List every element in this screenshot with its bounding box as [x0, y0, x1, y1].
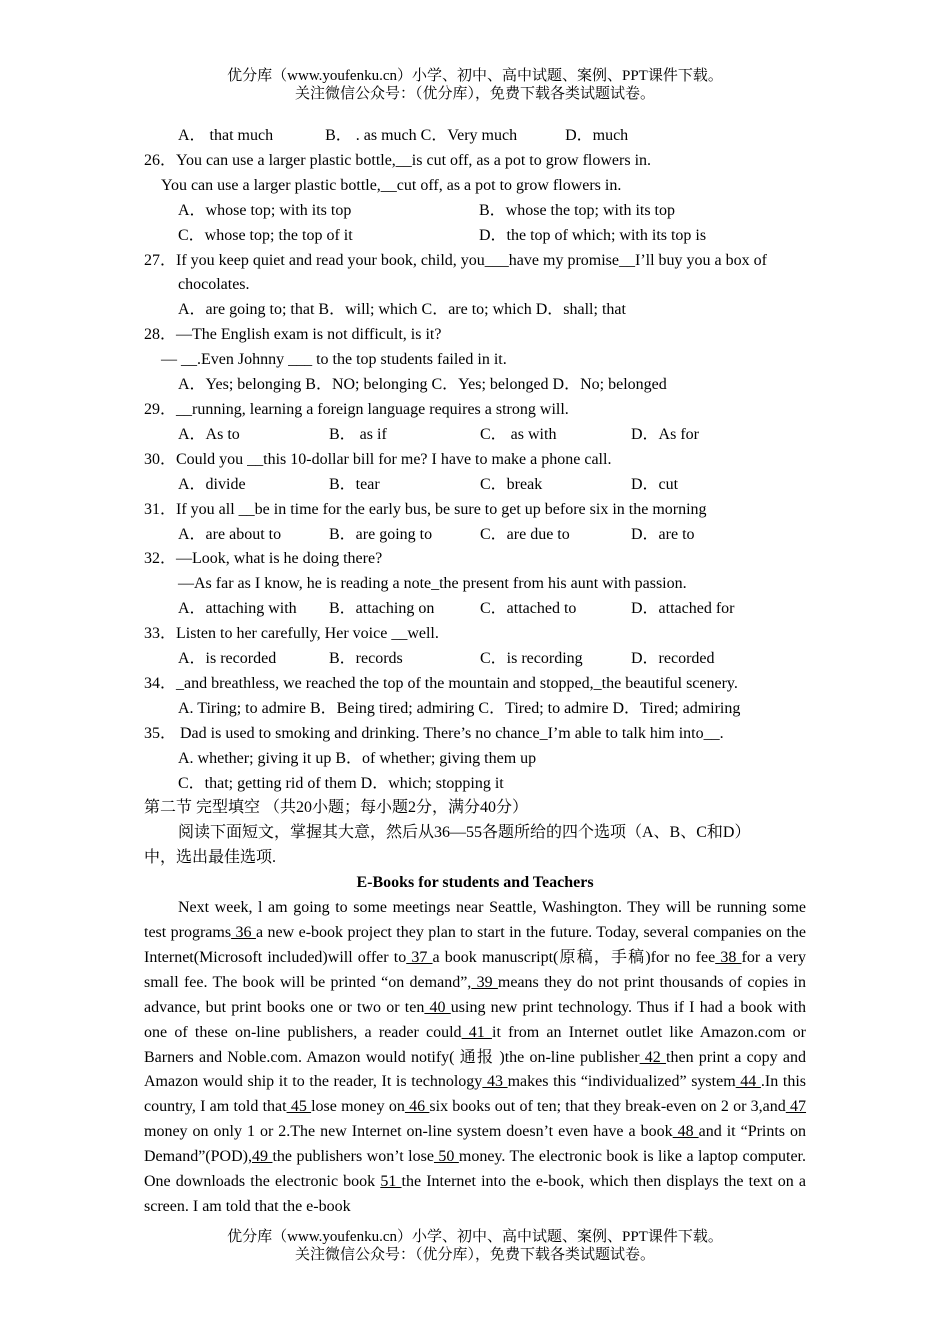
passage-text: a book manuscript(原稿，手稿)for no fee: [432, 948, 716, 966]
q30-option-d: D．cut: [631, 475, 679, 493]
q34-stem: 34．_and breathless, we reached the top of the mountain and stopped,_the beautiful scenery.: [144, 674, 738, 692]
passage-text: and it “Prints on Demand”(POD),: [144, 1123, 807, 1166]
passage-text: Next week, l am going to some meetings near Seattle, Washington. They will be running some test programs: [144, 899, 806, 941]
passage-text: the Internet into the e-book, which then displays the text on a screen. I am told that the e-book: [144, 1173, 807, 1215]
q32-option-a: A．attaching with: [178, 600, 297, 618]
footer-line-1: 优分库（www.youfenku.cn）小学、初中、高中试题、案例、PPT课件下载。: [227, 1229, 723, 1245]
exam-content: [144, 124, 806, 1220]
q30-stem: 30．Could you __this 10-dollar bill for me? I have to make a phone call.: [144, 450, 612, 468]
q29-option-c: C． as with: [480, 425, 557, 443]
passage-text: it from an Internet outlet like Amazon.com or Barners and Noble.com. Amazon would notify( 通报 )the on-line publisher: [144, 1023, 807, 1066]
passage-text: then print a copy and Amazon would ship it to the reader, It is technology: [144, 1048, 806, 1091]
passage-text: makes this “individualized” system: [507, 1073, 736, 1091]
q32-option-d: D．attached for: [631, 600, 735, 618]
q27-options: A．are going to; that B．will; which C．are to; which D．shall; that: [178, 301, 626, 319]
q31-option-b: B．are going to: [329, 525, 433, 543]
q31-option-a: A．are about to: [178, 525, 282, 543]
q30-options: [144, 473, 806, 498]
q35-stem: 35． Dad is used to smoking and drinking. There’s no chance_I’m able to talk him into__.: [144, 724, 724, 742]
q32-stem-2: —As far as I know, he is reading a note_the present from his aunt with passion.: [178, 575, 687, 593]
blank-41: 41: [461, 1023, 492, 1041]
q31-option-c: C．are due to: [480, 525, 570, 543]
passage-title: E-Books for students and Teachers: [356, 874, 594, 892]
blank-47: 47: [785, 1098, 807, 1116]
q26-options-cd: [144, 224, 806, 249]
passage-text: six books out of ten; that they break-even on 2 or 3,and: [429, 1098, 786, 1116]
blank-43: 43: [482, 1073, 508, 1091]
passage-text: a new e-book project they plan to start in the future. Today, several companies on the Internet(Microsoft included)will offer to: [144, 924, 807, 966]
q33-options: [144, 647, 806, 672]
q34-options: A. Tiring; to admire B．Being tired; admiring C．Tired; to admire D．Tired; admiring: [178, 699, 741, 717]
blank-44: 44: [735, 1073, 761, 1091]
page-footer: [0, 1228, 950, 1264]
q29-options: [144, 423, 806, 448]
blank-48: 48: [672, 1123, 699, 1141]
blank-40: 40: [424, 998, 451, 1016]
q32-stem: 32．—Look, what is he doing there?: [144, 550, 383, 568]
q31-stem: 31．If you all __be in time for the early bus, be sure to get up before six in the morning: [144, 500, 707, 518]
q29-option-a: A．As to: [178, 425, 240, 443]
header-line-1: 优分库（www.youfenku.cn）小学、初中、高中试题、案例、PPT课件下载。: [227, 68, 723, 84]
q35-options-1: A. whether; giving it up B．of whether; giving them up: [178, 749, 537, 767]
q31-options: [144, 523, 806, 548]
blank-51: 51: [380, 1173, 402, 1191]
q26-stem-2: You can use a larger plastic bottle,__cut off, as a pot to grow flowers in.: [161, 176, 622, 194]
blank-50: 50: [433, 1148, 459, 1166]
q33-option-a: A．is recorded: [178, 650, 277, 668]
blank-46: 46: [404, 1098, 430, 1116]
blank-39: 39: [471, 973, 498, 991]
blank-49: 49: [251, 1148, 273, 1166]
q27-stem-2: chocolates.: [178, 276, 250, 294]
q30-option-b: B．tear: [329, 475, 380, 493]
q32-option-b: B．attaching on: [329, 600, 435, 618]
section2-instruction-1: 阅读下面短文，掌握其大意，然后从36—55各题所给的四个选项（A、B、C和D）: [178, 824, 751, 842]
page-header: [0, 67, 950, 103]
q29-option-d: D．As for: [631, 425, 699, 443]
q35-options-2: C．that; getting rid of them D．which; stopping it: [178, 774, 504, 792]
blank-38: 38: [715, 948, 742, 966]
header-line-2: 关注微信公众号：（优分库），免费下载各类试题试卷。: [294, 86, 655, 102]
q26-options-ab: [144, 199, 806, 224]
blank-36: 36: [231, 924, 256, 941]
q27-stem: 27．If you keep quiet and read your book, child, you___have my promise__I’ll buy you a box of: [144, 251, 767, 269]
q26-option-c: C．whose top; the top of it: [178, 226, 353, 244]
footer-line-2: 关注微信公众号：（优分库），免费下载各类试题试卷。: [294, 1247, 655, 1263]
q30-option-a: A．divide: [178, 475, 246, 493]
q33-option-c: C．is recording: [480, 650, 583, 668]
passage-text: the publishers won’t lose: [272, 1148, 434, 1166]
q28-options: A．Yes; belonging B．NO; belonging C．Yes; belonged D．No; belonged: [178, 376, 667, 394]
q31-option-d: D．are to: [631, 525, 695, 543]
passage-text: money on only 1 or 2.The new Internet on-line system doesn’t even have a book: [144, 1123, 673, 1141]
blank-42: 42: [639, 1048, 667, 1066]
passage-body: [144, 896, 806, 1220]
q26-option-a: A．whose top; with its top: [178, 201, 352, 219]
passage-text: for a very small fee. The book will be printed “on demand”,: [144, 948, 807, 991]
passage-text: money. The electronic book is like a laptop computer. One downloads the electronic book: [144, 1148, 807, 1191]
q26-stem: 26．You can use a larger plastic bottle,__is cut off, as a pot to grow flowers in.: [144, 151, 652, 169]
blank-45: 45: [286, 1098, 312, 1116]
q33-option-d: D．recorded: [631, 650, 715, 668]
passage-text: .In this country, I am told that: [144, 1073, 806, 1116]
passage-text: lose money on: [311, 1098, 405, 1116]
blank-37: 37: [406, 948, 433, 966]
passage-text: using new print technology. Thus if I had a book with one of these on-line publishers, a reader could: [144, 998, 807, 1041]
q29-option-b: B． as if: [329, 425, 387, 443]
q32-option-c: C．attached to: [480, 600, 577, 618]
q25-options: A． that much B． . as much C．Very much D．much: [178, 127, 629, 144]
section2-title: 第二节 完型填空 （共20小题；每小题2分，满分40分）: [144, 799, 529, 817]
q28-stem-2: — __.Even Johnny ___ to the top students failed in it.: [161, 351, 507, 369]
q28-stem: 28．—The English exam is not difficult, is it?: [144, 326, 442, 344]
q33-stem: 33．Listen to her carefully, Her voice __well.: [144, 625, 439, 643]
q29-stem: 29．__running, learning a foreign language requires a strong will.: [144, 400, 569, 418]
q33-option-b: B．records: [329, 650, 403, 668]
section2-instruction-2: 中，选出最佳选项.: [144, 849, 277, 867]
passage-text: means they do not print thousands of copies in advance, but print books one or two or ten: [144, 973, 807, 1016]
q30-option-c: C．break: [480, 475, 543, 493]
q26-option-b: B．whose the top; with its top: [479, 201, 676, 219]
q32-options: [144, 597, 806, 622]
q26-option-d: D．the top of which; with its top is: [479, 226, 707, 244]
